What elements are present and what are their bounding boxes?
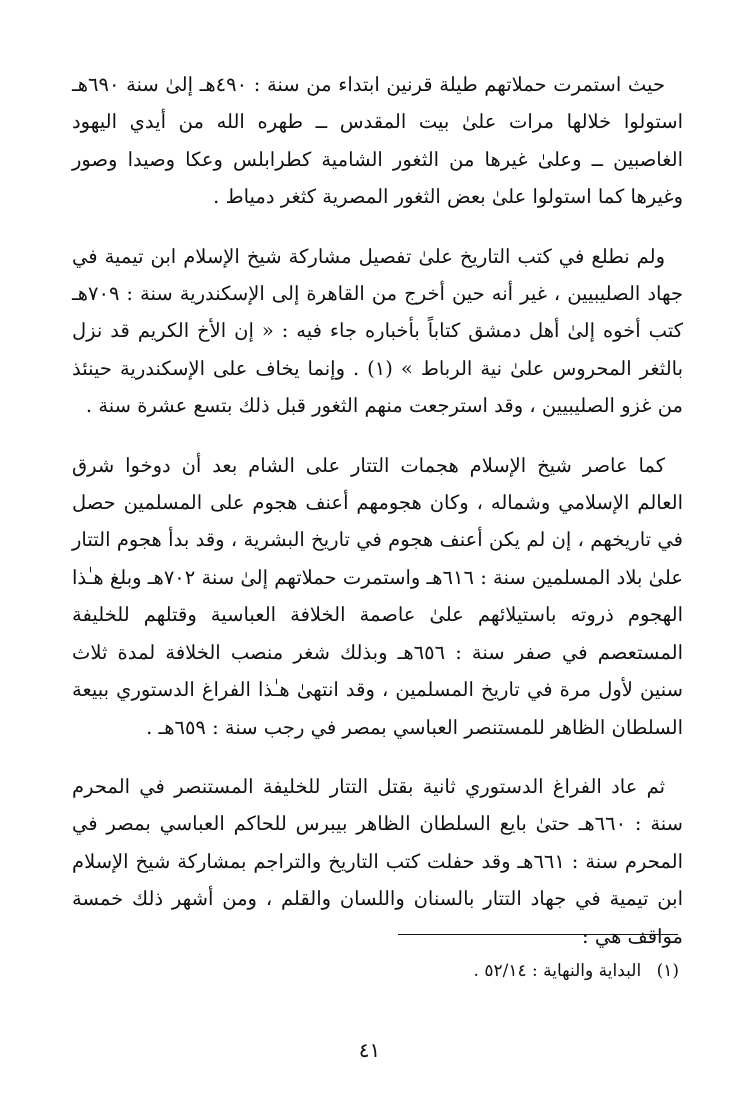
paragraph-3: كما عاصر شيخ الإسلام هجمات التتار على الشام بعد أن دوخوا شرق العالم الإسلامي وشماله ، وكان هجومهم أعنف هجوم على المسلمين حصل في تاريخهم ، إن لم يكن أعنف هجوم في تاريخ البشرية ، وقد بدأ هجوم التتار علىٰ بلاد المسلمين سنة : ٦١٦هـ واستمرت حملاتهم إلىٰ سنة ٧٠٢هـ وبلغ هـٰذا الهجوم ذروته باستيلائهم علىٰ عاصمة الخلافة العباسية وقتلهم للخليفة المستعصم في صفر سنة : ٦٥٦هـ وبذلك شغر منصب الخلافة لمدة ثلاث سنين لأول مرة في تاريخ المسلمين ، وقد انتهىٰ هـٰذا الفراغ الدستوري ببيعة السلطان الظاهر للمستنصر العباسي بمصر في رجب سنة : ٦٥٩هـ . [72,453,683,739]
footnote [72,958,679,984]
footnote-number: (١) [656,961,679,981]
paragraph-4: ثم عاد الفراغ الدستوري ثانية بقتل التتار للخليفة المستنصر في المحرم سنة : ٦٦٠هـ حتىٰ بايع السلطان الظاهر بيبرس للحاكم العباسي بمصر في المحرم سنة : ٦٦١هـ وقد حفلت كتب التاريخ والتراجم بمشاركة شيخ الإسلام ابن تيمية في جهاد التتار بالسنان واللسان والقلم ، ومن أشهر ذلك خمسة مواقف هي : [72,774,683,948]
page-number: ٤١ [358,1038,381,1062]
footnote-text: البداية والنهاية : ٥٢/١٤ . [473,961,642,981]
paragraph-2: ولم نطلع في كتب التاريخ علىٰ تفصيل مشاركة شيخ الإسلام ابن تيمية في جهاد الصليبيين ، غير أنه حين أخرج من القاهرة إلى الإسكندرية سنة : ٧٠٩هـ كتب أخوه إلىٰ أهل دمشق كتاباً بأخباره جاء فيه : « إن الأخ الكريم قد نزل بالثغر المحروس علىٰ نية الرباط » (١) . وإنما يخاف على الإسكندرية حينئذ من غزو الصليبيين ، وقد استرجعت منهم الثغور قبل ذلك بتسع عشرة سنة . [72,244,683,418]
footnote-divider [398,934,678,935]
paragraph-1: حيث استمرت حملاتهم طيلة قرنين ابتداء من سنة : ٤٩٠هـ إلىٰ سنة ٦٩٠هـ استولوا خلالها مرات علىٰ بيت المقدس ــ طهره الله من أيدي اليهود الغاصبين ــ وعلىٰ غيرها من الثغور الشامية كطرابلس وعكا وصيدا وصور وغيرها كما استولوا علىٰ بعض الثغور المصرية كثغر دمياط . [72,73,683,209]
main-text [72,66,683,979]
